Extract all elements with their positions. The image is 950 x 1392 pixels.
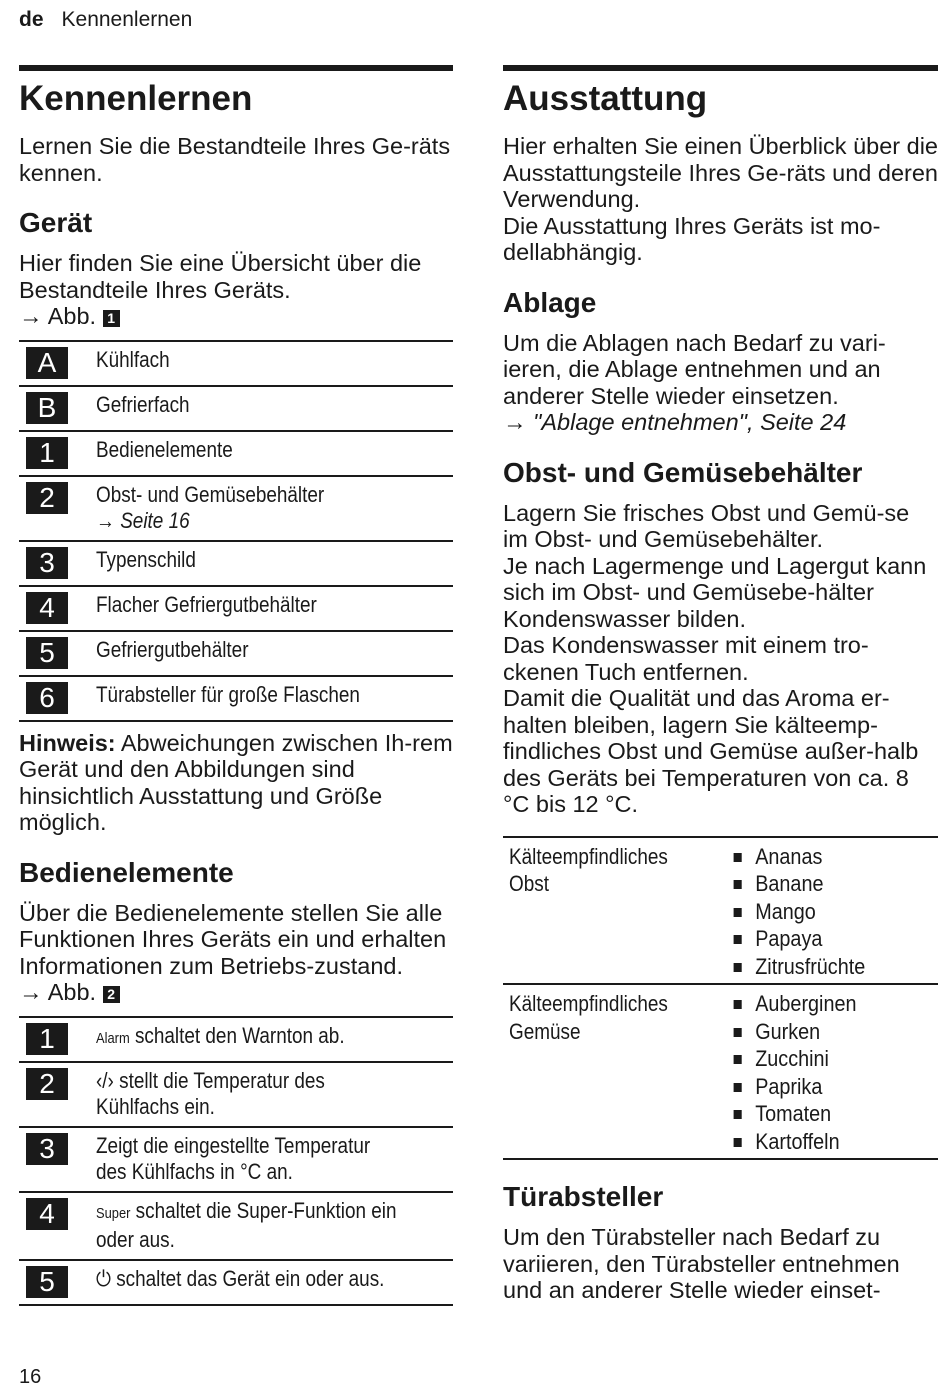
legend-key: 4 — [26, 592, 68, 624]
ablage-heading: Ablage — [503, 286, 597, 318]
section-title: Kennenlernen — [19, 79, 253, 118]
list-item: Auberginen — [730, 990, 856, 1018]
legend-label: Typenschild — [96, 546, 196, 572]
page-number: 16 — [19, 1366, 42, 1388]
legend-row — [19, 677, 453, 722]
legend-key: 5 — [26, 1266, 68, 1298]
legend-key: A — [26, 347, 68, 379]
table-row — [503, 838, 938, 986]
arrow-icon: → — [96, 507, 115, 533]
legend-key: 1 — [26, 1023, 68, 1055]
legend-key: 3 — [26, 1133, 68, 1165]
item-list — [730, 990, 871, 1155]
section-rule — [19, 65, 453, 71]
button-symbol: Alarm — [96, 1029, 130, 1047]
legend-label: Bedienelemente — [96, 436, 233, 462]
list-item: Tomaten — [730, 1100, 856, 1128]
list-item: Ananas — [730, 843, 865, 871]
controls-legend — [19, 1016, 453, 1306]
legend-key: 2 — [26, 482, 68, 514]
obst-text-4: Damit die Qualität und das Aroma er-halten bleiben, lagern Sie kälteemp-findliches Obst und Gemüse außer-halb des Geräts bei Temperaturen von ca. 8 °C bis 12 °C. — [503, 685, 919, 817]
obst-text-2: Je nach Lagermenge und Lagergut kann sich im Obst- und Gemüsebe-hälter Kondenswasser bilden. — [503, 552, 927, 632]
page-reference-link[interactable]: Seite 16 — [120, 507, 190, 533]
list-item: Paprika — [730, 1073, 856, 1101]
legend-key: 4 — [26, 1198, 68, 1230]
hint-note: Hinweis: Abweichungen zwischen Ih-rem Gerät und den Abbildungen sind hinsichtlich Ausstattung und Größe möglich. — [19, 729, 453, 835]
tuer-text: Um den Türabsteller nach Bedarf zu variieren, den Türabsteller entnehmen und an anderer Stelle wieder einset- — [503, 1224, 900, 1303]
item-list — [730, 843, 880, 981]
legend-row — [19, 1128, 453, 1193]
legend-label: Obst- und Gemüsebehälter → Seite 16 — [96, 481, 325, 533]
page-reference — [503, 409, 938, 436]
table-row — [503, 985, 938, 1160]
figure-reference: → Abb. 2 — [19, 979, 453, 1006]
legend-row — [19, 1063, 453, 1128]
geraet-text: Hier finden Sie eine Übersicht über die Bestandteile Ihres Geräts. — [19, 250, 422, 303]
figure-number: 2 — [103, 986, 120, 1003]
legend-row — [19, 342, 453, 387]
legend-row — [19, 432, 453, 477]
geraet-heading: Gerät — [19, 207, 93, 238]
legend-key: 6 — [26, 682, 68, 714]
list-item: Papaya — [730, 925, 865, 953]
bedien-heading: Bedienelemente — [19, 856, 234, 888]
obst-text-1: Lagern Sie frisches Obst und Gemü-se im Obst- und Gemüsebehälter. — [503, 499, 910, 552]
arrow-icon: → — [503, 409, 527, 435]
legend-row — [19, 632, 453, 677]
legend-row — [19, 1193, 453, 1261]
obst-heading: Obst- und Gemüsebehälter — [503, 456, 863, 488]
legend-label: ⏻ schaltet das Gerät ein oder aus. — [96, 1265, 385, 1291]
legend-key: B — [26, 392, 68, 424]
legend-row — [19, 542, 453, 587]
legend-key: 2 — [26, 1068, 68, 1100]
list-item: Zitrusfrüchte — [730, 953, 865, 981]
component-legend — [19, 340, 453, 722]
arrow-icon: → — [19, 979, 43, 1005]
list-item: Banane — [730, 870, 865, 898]
legend-label: Gefrierfach — [96, 391, 190, 417]
legend-key: 5 — [26, 637, 68, 669]
list-item: Mango — [730, 898, 865, 926]
produce-table — [503, 836, 938, 1161]
page-reference-link[interactable]: "Ablage entnehmen", Seite 24 — [533, 409, 847, 435]
legend-label: ‹/› stellt die Temperatur des Kühlfachs ein. — [96, 1067, 325, 1119]
legend-label: Flacher Gefriergutbehälter — [96, 591, 317, 617]
category-cell: Kälteempfindliches Gemüse — [509, 991, 668, 1044]
ablage-text: Um die Ablagen nach Bedarf zu vari-ieren, die Ablage entnehmen und an anderer Stelle wieder einsetzen. — [503, 329, 886, 409]
legend-label: Türabsteller für große Flaschen — [96, 681, 360, 707]
list-item: Zucchini — [730, 1045, 856, 1073]
legend-label: Super schaltet die Super-Funktion ein oder aus. — [96, 1197, 397, 1252]
legend-key: 1 — [26, 437, 68, 469]
right-column — [503, 65, 938, 1304]
section-rule — [503, 65, 938, 71]
intro-text-2: Die Ausstattung Ihres Geräts ist mo-dellabhängig. — [503, 212, 881, 265]
legend-row — [19, 1018, 453, 1063]
hint-label: Hinweis: — [19, 729, 116, 756]
language-code: de — [19, 8, 44, 31]
bedien-text: Über die Bedienelemente stellen Sie alle Funktionen Ihres Geräts ein und erhalten Informationen zum Betriebs-zustand. — [19, 899, 447, 979]
legend-label: Gefriergutbehälter — [96, 636, 249, 662]
legend-label: Alarm schaltet den Warnton ab. — [96, 1022, 345, 1048]
figure-reference: → Abb. 1 — [19, 303, 453, 330]
section-title: Ausstattung — [503, 79, 708, 118]
list-item: Gurken — [730, 1018, 856, 1046]
intro-text: Lernen Sie die Bestandteile Ihres Ge-räts kennen. — [19, 133, 451, 186]
legend-row — [19, 587, 453, 632]
legend-row — [19, 477, 453, 542]
left-column — [19, 65, 453, 1306]
header-section: Kennenlernen — [61, 8, 193, 31]
running-header — [19, 8, 192, 32]
arrow-icon: → — [19, 303, 43, 329]
category-cell: Kälteempfindliches Obst — [509, 843, 668, 896]
legend-label: Zeigt die eingestellte Temperatur des Kühlfachs in °C an. — [96, 1132, 371, 1184]
legend-row — [19, 387, 453, 432]
intro-text: Hier erhalten Sie einen Überblick über die Ausstattungsteile Ihres Ge-räts und deren Verwendung. — [503, 133, 938, 212]
list-item: Kartoffeln — [730, 1128, 856, 1156]
tuer-heading: Türabsteller — [503, 1181, 664, 1212]
figure-number: 1 — [103, 310, 120, 327]
legend-key: 3 — [26, 547, 68, 579]
legend-row — [19, 1261, 453, 1306]
button-symbol: Super — [96, 1204, 131, 1222]
legend-label: Kühlfach — [96, 346, 170, 372]
obst-text-3: Das Kondenswasser mit einem tro-ckenen Tuch entfernen. — [503, 632, 869, 685]
